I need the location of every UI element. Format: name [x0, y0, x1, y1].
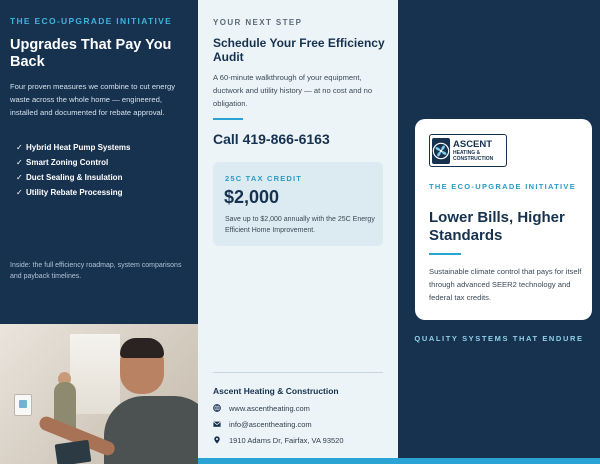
- accent-rule: [213, 118, 243, 120]
- logo-badge: [432, 138, 450, 164]
- audit-description: A 60-minute walkthrough of your equipment, ductwork and utility history — at no cost and no obligation.: [213, 73, 373, 108]
- company-name: Ascent Heating & Construction: [213, 386, 339, 396]
- cover-description: Sustainable climate control that pays for itself through advanced SEER2 technology and federal tax credits.: [429, 267, 582, 302]
- inside-note: Inside: the full efficiency roadmap, system comparisons and payback timelines.: [10, 262, 182, 280]
- checklist-label: Hybrid Heat Pump Systems: [26, 143, 131, 152]
- audit-heading: Schedule Your Free Efficiency Audit: [213, 36, 385, 64]
- photo-window: [70, 334, 120, 414]
- address-text: 1910 Adams Dr, Fairfax, VA 93520: [229, 435, 344, 445]
- globe-icon: [213, 404, 221, 412]
- left-panel: [0, 0, 198, 464]
- logo-words: [453, 140, 504, 162]
- company-logo: [429, 134, 507, 167]
- check-icon: ✓: [16, 143, 23, 152]
- upgrade-checklist: [16, 140, 130, 200]
- checklist-label: Smart Zoning Control: [26, 158, 109, 167]
- photo-technician-hair: [120, 338, 164, 358]
- tax-credit-amount: $2,000: [224, 187, 280, 207]
- call-phone-link[interactable]: Call 419-866-6163: [213, 131, 330, 147]
- photo-tablet: [55, 440, 92, 464]
- tax-credit-box: [213, 162, 383, 246]
- contact-email[interactable]: [213, 418, 312, 430]
- check-icon: ✓: [16, 188, 23, 197]
- checklist-label: Utility Rebate Processing: [26, 188, 123, 197]
- contact-divider: [213, 372, 383, 373]
- photo-technician-body: [104, 396, 198, 464]
- cover-kicker: THE ECO-UPGRADE INITIATIVE: [429, 182, 576, 191]
- tax-credit-label: 25C TAX CREDIT: [225, 174, 303, 183]
- mail-icon: [213, 420, 221, 428]
- check-icon: ✓: [16, 173, 23, 182]
- website-text: www.ascentheating.com: [229, 403, 310, 413]
- contact-website[interactable]: [213, 402, 310, 414]
- cover-card: [415, 119, 592, 320]
- location-pin-icon: [213, 436, 221, 444]
- bottom-accent-bar: [198, 458, 600, 464]
- cover-heading: Lower Bills, Higher Standards: [429, 209, 565, 244]
- next-step-kicker: YOUR NEXT STEP: [213, 18, 303, 27]
- checklist-item: [16, 185, 130, 200]
- thermostat-icon: [14, 394, 32, 416]
- logo-word-secondary: HEATING & CONSTRUCTION: [453, 149, 494, 162]
- middle-panel: [198, 0, 398, 458]
- email-text: info@ascentheating.com: [229, 419, 312, 429]
- fan-icon: [432, 142, 450, 160]
- cover-accent-rule: [429, 253, 461, 255]
- checklist-item: [16, 170, 130, 185]
- logo-word-primary: ASCENT: [453, 138, 493, 150]
- technician-photo: [0, 324, 198, 464]
- left-description: Four proven measures we combine to cut energy waste across the whole home — engineered, installed and documented for rebate approval.: [10, 82, 176, 117]
- contact-address: [213, 434, 344, 446]
- checklist-label: Duct Sealing & Insulation: [26, 173, 123, 182]
- left-title: Upgrades That Pay You Back: [10, 37, 172, 70]
- check-icon: ✓: [16, 158, 23, 167]
- right-panel: [398, 0, 600, 458]
- checklist-item: [16, 155, 130, 170]
- left-kicker: THE ECO-UPGRADE INITIATIVE: [10, 16, 173, 26]
- checklist-item: [16, 140, 130, 155]
- tax-credit-note: Save up to $2,000 annually with the 25C Energy Efficient Home Improvement.: [225, 216, 375, 234]
- cover-tagline: QUALITY SYSTEMS THAT ENDURE: [414, 334, 584, 343]
